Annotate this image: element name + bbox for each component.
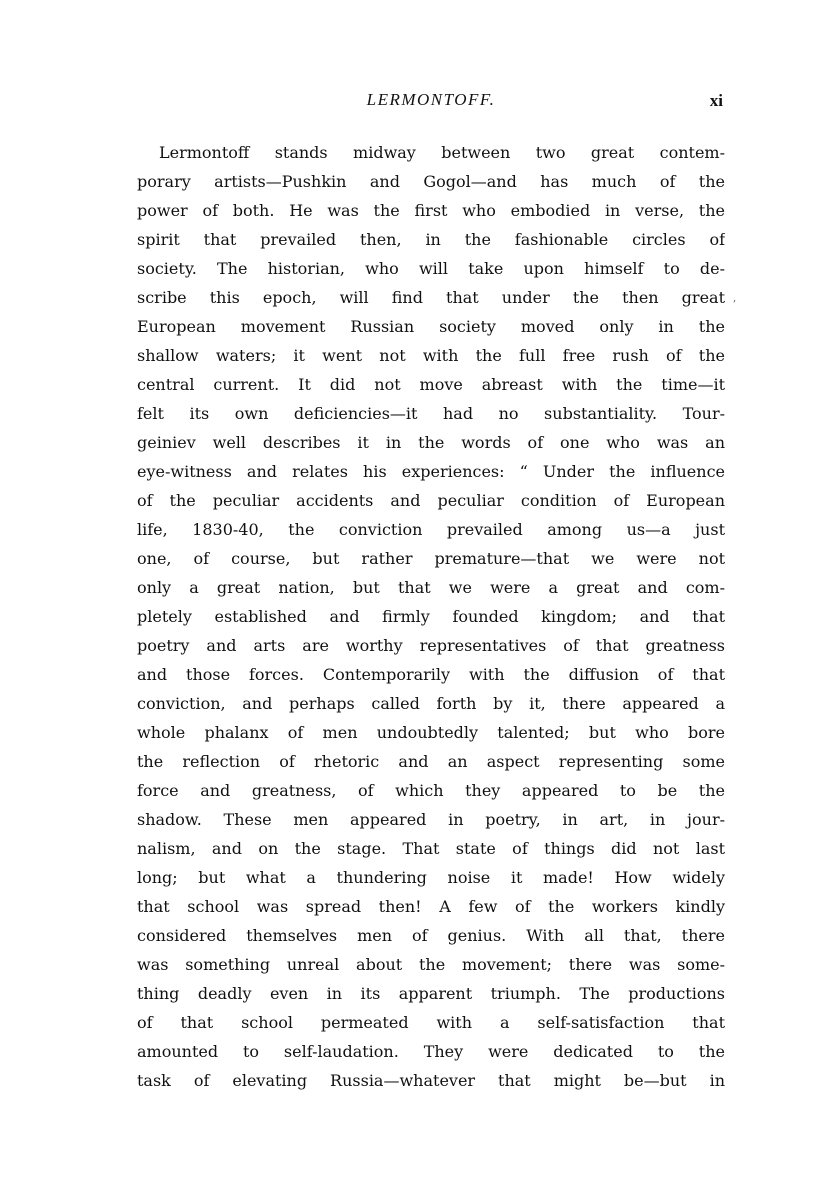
text-line: power of both. He was the first who embodied in verse, the [137,201,725,220]
text-line: task of elevating Russia—whatever that might be—but in [137,1071,725,1090]
text-line: nalism, and on the stage. That state of things did not last [137,839,725,858]
text-line: force and greatness, of which they appeared to be the [137,781,725,800]
text-line: thing deadly even in its apparent triumph. The productions [137,984,725,1003]
text-line: society. The historian, who will take upon himself to de- [137,259,725,278]
text-line: was something unreal about the movement; there was some- [137,955,725,974]
text-line: European movement Russian society moved only in the [137,317,725,336]
running-head-title: LERMONTOFF. [366,90,496,109]
body-paragraph [137,138,725,1095]
text-line: shallow waters; it went not with the full free rush of the [137,346,725,365]
text-line: whole phalanx of men undoubtedly talented; but who bore [137,723,725,742]
text-line: of that school permeated with a self-satisfaction that [137,1013,725,1032]
text-line: that school was spread then! A few of the workers kindly [137,897,725,916]
text-line: scribe this epoch, will find that under the then great [137,288,725,307]
text-line: the reflection of rhetoric and an aspect representing some [137,752,725,771]
page-number: xi [709,91,723,110]
text-line: only a great nation, but that we were a great and com- [137,578,725,597]
text-line: central current. It did not move abreast with the time—it [137,375,725,394]
text-line: pletely established and firmly founded kingdom; and that [137,607,725,626]
text-line: geiniev well describes it in the words of one who was an [137,433,725,452]
text-line: conviction, and perhaps called forth by it, there appeared a [137,694,725,713]
text-line: spirit that prevailed then, in the fashionable circles of [137,230,725,249]
text-line: amounted to self-laudation. They were dedicated to the [137,1042,725,1061]
text-line: porary artists—Pushkin and Gogol—and has much of the [137,172,725,191]
text-line: long; but what a thundering noise it made! How widely [137,868,725,887]
text-line: felt its own deficiencies—it had no substantiality. Tour- [137,404,725,423]
text-line: one, of course, but rather premature—that we were not [137,549,725,568]
text-line: life, 1830-40, the conviction prevailed among us—a just [137,520,725,539]
running-head [137,90,725,116]
text-line: and those forces. Contemporarily with the diffusion of that [137,665,725,684]
text-line: shadow. These men appeared in poetry, in art, in jour- [137,810,725,829]
text-line: Lermontoff stands midway between two great contem- [159,143,725,162]
text-line: considered themselves men of genius. With all that, there [137,926,725,945]
stray-print-mark: , [733,293,737,304]
text-line: poetry and arts are worthy representatives of that greatness [137,636,725,655]
text-line: of the peculiar accidents and peculiar condition of European [137,491,725,510]
text-line: eye-witness and relates his experiences: “ Under the influence [137,462,725,481]
